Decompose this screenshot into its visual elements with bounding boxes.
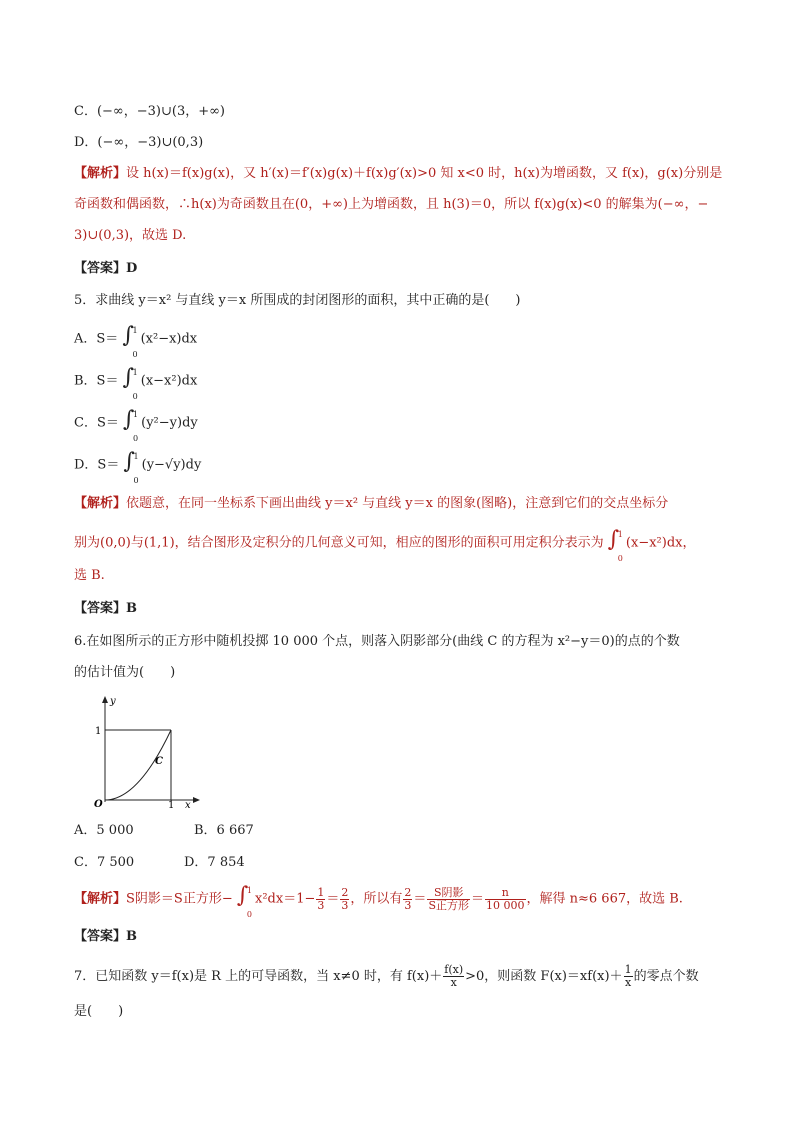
q5-option-d-expr: (y−√y)dy	[141, 457, 202, 473]
q6-options-ab	[74, 822, 254, 840]
curve-c-label: C	[155, 756, 163, 767]
y-one-label: 1	[95, 726, 102, 737]
q7-stem-a: 7．已知函数 y＝f(x)是 R 上的可导函数，当 x≠0 时，有 f(x)＋	[74, 969, 443, 984]
q4-analysis-text1: 设 h(x)＝f(x)g(x)，又 h′(x)＝f′(x)g(x)＋f(x)g′(x)>0 知 x<0 时，h(x)为增函数，又 f(x)，g(x)分别是	[126, 166, 723, 181]
q6-stem-line1: 6.在如图所示的正方形中随机投掷 10 000 个点，则落入阴影部分(曲线 C 的方程为 x²−y＝0)的点的个数	[74, 634, 680, 649]
fraction-fx-over-x: $\frac{f(x)}{x}$	[444, 963, 464, 989]
q5-analysis-text2a: 别为(0,0)与(1,1)，结合图形及定积分的几何意义可知，相应的图形的面积可用定积分表示为	[74, 535, 604, 551]
q4-analysis-line2: 奇函数和偶函数，∴h(x)为奇函数且在(0，+∞)上为增函数，且 h(3)＝0，所以 f(x)g(x)<0 的解集为(−∞，−	[74, 197, 709, 212]
q5-option-b-expr: (x−x²)dx	[140, 373, 198, 389]
q5-analysis-text2b: (x−x²)dx，	[625, 535, 696, 551]
q6-analysis-end: ，解得 n≈6 667，故选 B.	[526, 891, 683, 907]
q5-analysis-text1: 依题意，在同一坐标系下画出曲线 y＝x² 与直线 y＝x 的图象(图略)，注意到它们的交点坐标分	[126, 496, 669, 511]
q6-analysis-pre: S阴影＝S正方形−	[126, 891, 233, 907]
q6-analysis	[74, 883, 683, 919]
q6-answer: 【答案】B	[74, 929, 137, 944]
q5-option-c-label: C．S＝	[74, 415, 119, 431]
y-axis-arrow	[102, 696, 108, 703]
fraction-one-third: $\frac{1}{3}$	[317, 885, 325, 912]
q7-stem-line1	[74, 964, 699, 989]
q5-option-d	[74, 449, 202, 485]
q5-option-c-expr: (y²−y)dy	[141, 415, 198, 431]
q6-option-d: D．7 854	[184, 855, 245, 870]
equals-sign: ＝	[326, 891, 340, 907]
q6-options-cd	[74, 854, 245, 872]
q6-option-a: A．5 000	[74, 823, 134, 838]
integral-sign: ∫ 1 0	[123, 449, 139, 485]
q6-option-c: C．7 500	[74, 855, 135, 870]
q7-stem-c: 的零点个数	[633, 969, 699, 984]
x-one-label: 1	[168, 800, 175, 808]
fraction-two-thirds: $\frac{2}{3}$	[341, 885, 349, 912]
integral-sign: ∫ 1 0	[236, 883, 252, 919]
x-axis-arrow	[193, 797, 200, 803]
equals-sign: ＝	[470, 891, 484, 907]
analysis-tag: 【解析】	[74, 496, 127, 511]
analysis-tag: 【解析】	[74, 891, 127, 907]
q5-analysis-line3: 选 B.	[74, 568, 105, 583]
q5-option-b	[74, 365, 198, 401]
q4-option-d: D．(−∞，−3)∪(0,3)	[74, 135, 204, 150]
q4-analysis-line1	[74, 165, 722, 183]
fraction-one-over-x: $\frac{1}{x}$	[624, 963, 632, 989]
origin-label: O	[94, 799, 103, 808]
q5-option-c	[74, 407, 198, 443]
unit-square-figure	[92, 696, 202, 808]
x-axis-label: x	[185, 800, 191, 808]
integral-sign: ∫ 1 0	[607, 527, 623, 563]
integral-sign: ∫ 1 0	[122, 323, 138, 359]
q5-option-a-expr: (x²−x)dx	[140, 331, 198, 347]
analysis-tag: 【解析】	[74, 166, 127, 181]
fraction-area-ratio: $\frac{\text{S阴影}}{\text{S正方形}}$	[428, 885, 469, 912]
q5-option-b-label: B．S＝	[74, 373, 119, 389]
q5-stem: 5．求曲线 y＝x² 与直线 y＝x 所围成的封闭图形的面积，其中正确的是( )	[74, 293, 521, 308]
y-axis-label: y	[110, 696, 116, 707]
q4-answer: 【答案】D	[74, 261, 138, 276]
integral-sign: ∫ 1 0	[122, 365, 138, 401]
q4-option-c: C．(−∞，−3)∪(3，+∞)	[74, 104, 226, 119]
integral-sign: ∫ 1 0	[123, 407, 139, 443]
q6-stem-line2: 的估计值为( )	[74, 665, 176, 680]
fraction-n-over-total: $\frac{n}{10 000}$	[486, 885, 525, 912]
q5-answer: 【答案】B	[74, 601, 137, 616]
q5-option-a	[74, 323, 198, 359]
q6-option-b: B．6 667	[194, 823, 254, 838]
q5-option-d-label: D．S＝	[74, 457, 120, 473]
q5-analysis-line1	[74, 495, 668, 513]
q5-option-a-label: A．S＝	[74, 331, 119, 347]
q5-analysis-line2	[74, 527, 696, 563]
equals-sign: ＝	[413, 891, 427, 907]
q7-stem-b: >0，则函数 F(x)＝xf(x)＋	[465, 969, 623, 984]
q6-analysis-mid2: ，所以有	[350, 891, 403, 907]
q6-analysis-mid: x²dx＝1−	[255, 891, 316, 907]
fraction-two-thirds: $\frac{2}{3}$	[404, 885, 412, 912]
q4-analysis-line3: 3)∪(0,3)，故选 D.	[74, 228, 187, 243]
q7-stem-line2: 是( )	[74, 1004, 124, 1019]
